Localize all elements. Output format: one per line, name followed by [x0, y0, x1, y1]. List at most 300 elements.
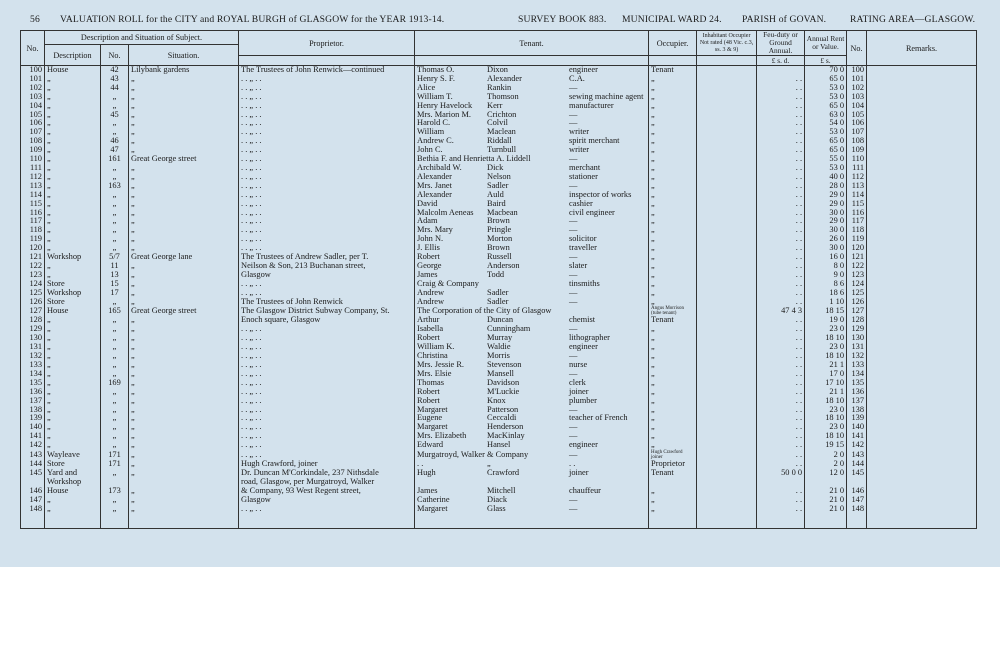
- row-inhabitant: [697, 316, 757, 325]
- tenant-forename: Margaret: [417, 404, 448, 414]
- row-occupier: „: [649, 75, 697, 84]
- row-situation: „: [129, 280, 239, 289]
- row-inhabitant: [697, 146, 757, 155]
- row-no2: 141: [847, 432, 867, 441]
- col-description: Description: [45, 45, 101, 66]
- tenant-occupation: joiner: [569, 386, 589, 396]
- tenant-forename: Henry Havelock: [417, 100, 473, 110]
- row-situation: „: [129, 289, 239, 298]
- row-situation: „: [129, 423, 239, 432]
- row-no2: 129: [847, 325, 867, 334]
- row-proprietor: The Trustees of John Renwick: [239, 298, 415, 307]
- row-description: „: [45, 235, 101, 244]
- row-feu: . .: [757, 280, 805, 289]
- row-no: 136: [21, 388, 45, 397]
- row-sub-no: „: [101, 102, 129, 111]
- row-tenant: [415, 289, 649, 298]
- row-proprietor: . . „ . .: [239, 280, 415, 289]
- row-sub-no: „: [101, 119, 129, 128]
- tenant-forename: Thomas O.: [417, 65, 455, 74]
- row-tenant: [415, 460, 649, 469]
- row-situation: „: [129, 414, 239, 423]
- row-feu: . .: [757, 388, 805, 397]
- row-no: 118: [21, 226, 45, 235]
- row-occupier: „: [649, 423, 697, 432]
- row-no2: 143: [847, 450, 867, 460]
- row-remarks: [867, 441, 977, 450]
- row-situation: „: [129, 298, 239, 307]
- tenant-surname: Baird: [487, 198, 506, 208]
- tenant-forename: Robert: [417, 386, 440, 396]
- row-remarks: [867, 289, 977, 298]
- row-situation: „: [129, 271, 239, 280]
- municipal-ward: MUNICIPAL WARD 24.: [622, 14, 722, 25]
- tenant-forename: Robert: [417, 252, 440, 262]
- row-proprietor: Glasgow: [239, 496, 415, 505]
- tenant-forename: Margaret: [417, 422, 448, 432]
- row-no2: 132: [847, 352, 867, 361]
- row-situation: „: [129, 182, 239, 191]
- row-feu: . .: [757, 128, 805, 137]
- tenant-surname: Crichton: [487, 109, 517, 119]
- tenant-occupation: —: [569, 252, 578, 262]
- row-sub-no: „: [101, 191, 129, 200]
- row-rent: 53 0: [805, 93, 847, 102]
- tenant-surname: Nelson: [487, 171, 511, 181]
- row-proprietor: . . „ . .: [239, 164, 415, 173]
- row-no2: 112: [847, 173, 867, 182]
- row-feu: . .: [757, 414, 805, 423]
- row-rent: 19 0: [805, 316, 847, 325]
- row-sub-no: 13: [101, 271, 129, 280]
- row-description: House: [45, 487, 101, 496]
- row-inhabitant: [697, 361, 757, 370]
- row-proprietor: . . „ . .: [239, 111, 415, 120]
- row-proprietor: . . „ . .: [239, 388, 415, 397]
- row-no2: 124: [847, 280, 867, 289]
- tenant-forename: William T.: [417, 91, 453, 101]
- row-feu: . .: [757, 235, 805, 244]
- row-feu: . .: [757, 253, 805, 262]
- row-sub-no: „: [101, 388, 129, 397]
- row-situation: „: [129, 226, 239, 235]
- row-occupier: „: [649, 298, 697, 307]
- tenant-surname: M'Luckie: [487, 386, 520, 396]
- row-description: „: [45, 200, 101, 209]
- col-inhabitant: Inhabitant Occupier Not rated (48 Vic. c.3, ss. 3 & 9): [697, 31, 757, 56]
- row-tenant: [415, 316, 649, 325]
- row-no2: 134: [847, 370, 867, 379]
- row-remarks: [867, 226, 977, 235]
- row-sub-no: „: [101, 298, 129, 307]
- tenant-forename: Malcolm Aeneas: [417, 207, 474, 217]
- row-occupier: „: [649, 102, 697, 111]
- row-rent: 17 10: [805, 379, 847, 388]
- row-remarks: [867, 496, 977, 505]
- row-inhabitant: [697, 478, 757, 487]
- row-occupier: „: [649, 289, 697, 298]
- tenant-surname: Mitchell: [487, 485, 516, 495]
- row-inhabitant: [697, 111, 757, 120]
- row-remarks: [867, 423, 977, 432]
- col-feu-units: £ s. d.: [757, 56, 805, 66]
- row-rent: 16 0: [805, 253, 847, 262]
- row-inhabitant: [697, 352, 757, 361]
- tenant-forename: Mrs. Jessie R.: [417, 360, 465, 369]
- row-no2: 120: [847, 244, 867, 253]
- row-sub-no: 17: [101, 289, 129, 298]
- row-description: „: [45, 84, 101, 93]
- row-remarks: [867, 66, 977, 75]
- row-occupier: „: [649, 325, 697, 334]
- tenant-forename: Bethia F. and Henrietta A. Liddell: [417, 154, 531, 164]
- row-sub-no: „: [101, 397, 129, 406]
- tenant-surname: Murray: [487, 333, 513, 343]
- row-situation: „: [129, 352, 239, 361]
- row-no: 138: [21, 406, 45, 415]
- row-sub-no: 173: [101, 487, 129, 496]
- row-no: 127: [21, 306, 45, 316]
- tenant-occupation: —: [569, 287, 578, 297]
- row-proprietor: . . „ . .: [239, 343, 415, 352]
- row-description: Store: [45, 460, 101, 469]
- row-tenant: [415, 478, 649, 487]
- row-feu: . .: [757, 217, 805, 226]
- row-sub-no: „: [101, 406, 129, 415]
- table-row: [21, 441, 977, 450]
- row-feu: . .: [757, 397, 805, 406]
- row-inhabitant: [697, 128, 757, 137]
- row-inhabitant: [697, 164, 757, 173]
- col-no: No.: [21, 31, 45, 66]
- row-occupier: Angus Morrison (tube tenant): [649, 306, 697, 316]
- row-situation: „: [129, 325, 239, 334]
- col-sub-no: No.: [101, 45, 129, 66]
- tenant-surname: Cunningham: [487, 324, 531, 334]
- tenant-occupation: teacher of French: [569, 413, 628, 423]
- tenant-occupation: solicitor: [569, 234, 597, 244]
- row-inhabitant: [697, 325, 757, 334]
- row-inhabitant: [697, 119, 757, 128]
- row-rent: 2 0: [805, 450, 847, 460]
- row-tenant: [415, 469, 649, 478]
- row-sub-no: „: [101, 217, 129, 226]
- row-proprietor: . . „ . .: [239, 84, 415, 93]
- row-no2: 131: [847, 343, 867, 352]
- row-sub-no: „: [101, 414, 129, 423]
- row-no2: 130: [847, 334, 867, 343]
- row-no2: 121: [847, 253, 867, 262]
- row-description: „: [45, 406, 101, 415]
- tenant-occupation: —: [569, 324, 578, 334]
- row-sub-no: „: [101, 173, 129, 182]
- tenant-surname: Maclean: [487, 127, 516, 137]
- row-feu: . .: [757, 343, 805, 352]
- tenant-forename: J. Ellis: [417, 243, 440, 253]
- row-no: 148: [21, 505, 45, 528]
- row-occupier: „: [649, 137, 697, 146]
- row-situation: „: [129, 397, 239, 406]
- tenant-surname: Diack: [487, 494, 508, 504]
- row-no2: 142: [847, 441, 867, 450]
- row-sub-no: „: [101, 505, 129, 528]
- row-inhabitant: [697, 209, 757, 218]
- tenant-surname: Sadler: [487, 287, 509, 297]
- row-no: 122: [21, 262, 45, 271]
- tenant-surname: Crawford: [487, 467, 520, 477]
- row-no2: 140: [847, 423, 867, 432]
- row-feu: . .: [757, 155, 805, 164]
- row-description: „: [45, 379, 101, 388]
- row-feu: . .: [757, 289, 805, 298]
- tenant-forename: Isabella: [417, 324, 444, 334]
- row-occupier: „: [649, 200, 697, 209]
- row-feu: . .: [757, 164, 805, 173]
- row-description: „: [45, 226, 101, 235]
- row-remarks: [867, 146, 977, 155]
- col-rent-units: £ s.: [805, 56, 847, 66]
- tenant-occupation: engineer: [569, 342, 598, 352]
- tenant-forename: Thomas: [417, 377, 445, 387]
- row-situation: „: [129, 209, 239, 218]
- roll-title: VALUATION ROLL for the CITY and ROYAL BURGH of GLASGOW for the YEAR 1913-14.: [60, 14, 445, 25]
- table-row: [21, 469, 977, 478]
- row-feu: . .: [757, 93, 805, 102]
- row-inhabitant: [697, 217, 757, 226]
- row-rent: 21 0: [805, 505, 847, 528]
- row-inhabitant: [697, 406, 757, 415]
- row-occupier: „: [649, 334, 697, 343]
- row-inhabitant: [697, 298, 757, 307]
- row-description: „: [45, 432, 101, 441]
- row-proprietor: . . „ . .: [239, 406, 415, 415]
- tenant-forename: Murgatroyd, Walker & Company: [417, 449, 529, 459]
- tenant-surname: Waldie: [487, 342, 511, 352]
- row-proprietor: The Trustees of Andrew Sadler, per T.: [239, 253, 415, 262]
- row-occupier: „: [649, 253, 697, 262]
- row-feu: . .: [757, 182, 805, 191]
- table-row: [21, 505, 977, 528]
- row-rent: 23 0: [805, 423, 847, 432]
- row-situation: „: [129, 406, 239, 415]
- row-rent: 65 0: [805, 137, 847, 146]
- row-inhabitant: [697, 432, 757, 441]
- row-description: „: [45, 146, 101, 155]
- row-sub-no: „: [101, 441, 129, 450]
- row-no: 135: [21, 379, 45, 388]
- row-sub-no: 165: [101, 306, 129, 316]
- row-no2: 105: [847, 111, 867, 120]
- row-no2: 111: [847, 164, 867, 173]
- row-sub-no: „: [101, 496, 129, 505]
- row-tenant: [415, 119, 649, 128]
- row-no2: 147: [847, 496, 867, 505]
- tenant-occupation: engineer: [569, 440, 598, 450]
- row-rent: 1 10: [805, 298, 847, 307]
- row-inhabitant: [697, 505, 757, 528]
- row-no: 117: [21, 217, 45, 226]
- row-no2: 123: [847, 271, 867, 280]
- row-inhabitant: [697, 226, 757, 235]
- row-tenant: [415, 496, 649, 505]
- row-description: „: [45, 262, 101, 271]
- tenant-forename: Alice: [417, 82, 436, 92]
- row-inhabitant: [697, 75, 757, 84]
- row-rent: 40 0: [805, 173, 847, 182]
- row-proprietor: . . „ . .: [239, 397, 415, 406]
- row-rent: 18 10: [805, 414, 847, 423]
- row-description: „: [45, 75, 101, 84]
- row-no2: 106: [847, 119, 867, 128]
- row-rent: 29 0: [805, 191, 847, 200]
- row-occupier: „: [649, 111, 697, 120]
- row-no: 132: [21, 352, 45, 361]
- row-occupier: „: [649, 262, 697, 271]
- row-no: 101: [21, 75, 45, 84]
- row-occupier: „: [649, 487, 697, 496]
- row-rent: 21 1: [805, 361, 847, 370]
- row-sub-no: „: [101, 226, 129, 235]
- row-rent: 17 0: [805, 370, 847, 379]
- tenant-forename: David: [417, 198, 438, 208]
- tenant-surname: Stevenson: [487, 360, 522, 369]
- row-feu: . .: [757, 352, 805, 361]
- tenant-occupation: —: [569, 216, 578, 226]
- row-no2: 144: [847, 460, 867, 469]
- row-no: 134: [21, 370, 45, 379]
- row-inhabitant: [697, 173, 757, 182]
- row-inhabitant: [697, 244, 757, 253]
- tenant-forename: Archibald W.: [417, 162, 462, 172]
- row-no2: 115: [847, 200, 867, 209]
- tenant-occupation: —: [569, 431, 578, 441]
- row-tenant: [415, 505, 649, 528]
- row-no: 129: [21, 325, 45, 334]
- row-rent: 29 0: [805, 200, 847, 209]
- row-inhabitant: [697, 235, 757, 244]
- row-remarks: [867, 432, 977, 441]
- row-remarks: [867, 182, 977, 191]
- tenant-forename: William: [417, 127, 445, 137]
- row-inhabitant: [697, 93, 757, 102]
- row-occupier: „: [649, 505, 697, 528]
- row-proprietor: . . „ . .: [239, 102, 415, 111]
- row-sub-no: 5/7: [101, 253, 129, 262]
- col-no2: No.: [847, 31, 867, 66]
- row-remarks: [867, 102, 977, 111]
- tenant-surname: Ceccaldi: [487, 413, 517, 423]
- row-remarks: [867, 361, 977, 370]
- row-situation: „: [129, 262, 239, 271]
- row-no: 142: [21, 441, 45, 450]
- row-proprietor: . . „ . .: [239, 244, 415, 253]
- row-proprietor: . . „ . .: [239, 414, 415, 423]
- row-description: „: [45, 423, 101, 432]
- tenant-forename: William K.: [417, 342, 455, 352]
- row-no: 141: [21, 432, 45, 441]
- row-remarks: [867, 137, 977, 146]
- tenant-surname: Thomson: [487, 91, 519, 101]
- tenant-forename: Craig & Company: [417, 278, 479, 288]
- row-remarks: [867, 505, 977, 528]
- row-no2: 136: [847, 388, 867, 397]
- row-sub-no: 161: [101, 155, 129, 164]
- row-rent: 65 0: [805, 102, 847, 111]
- col-remarks: Remarks.: [867, 31, 977, 66]
- page-number: 56: [30, 14, 40, 25]
- row-tenant: [415, 397, 649, 406]
- tenant-forename: John N.: [417, 234, 444, 244]
- row-inhabitant: [697, 306, 757, 316]
- row-sub-no: „: [101, 244, 129, 253]
- row-no2: 128: [847, 316, 867, 325]
- tenant-occupation: writer: [569, 145, 590, 155]
- row-tenant: [415, 262, 649, 271]
- row-feu: . .: [757, 173, 805, 182]
- row-proprietor: . . „ . .: [239, 75, 415, 84]
- row-no2: 122: [847, 262, 867, 271]
- tenant-occupation: stationer: [569, 171, 598, 181]
- row-no: 140: [21, 423, 45, 432]
- row-description: „: [45, 370, 101, 379]
- row-feu: . .: [757, 200, 805, 209]
- row-description: „: [45, 119, 101, 128]
- row-situation: „: [129, 137, 239, 146]
- row-sub-no: „: [101, 370, 129, 379]
- row-proprietor: . . „ . .: [239, 432, 415, 441]
- row-description: „: [45, 93, 101, 102]
- tenant-occupation: slater: [569, 260, 588, 270]
- row-sub-no: 11: [101, 262, 129, 271]
- row-remarks: [867, 84, 977, 93]
- row-remarks: [867, 111, 977, 120]
- row-proprietor: . . „ . .: [239, 235, 415, 244]
- row-rent: 9 0: [805, 271, 847, 280]
- row-proprietor: . . „ . .: [239, 505, 415, 528]
- row-rent: 12 0: [805, 469, 847, 478]
- tenant-occupation: —: [569, 109, 578, 119]
- row-proprietor: . . „ . .: [239, 289, 415, 298]
- row-feu: . .: [757, 316, 805, 325]
- row-no2: 133: [847, 361, 867, 370]
- row-no2: 102: [847, 84, 867, 93]
- row-rent: 18 10: [805, 334, 847, 343]
- row-no: 103: [21, 93, 45, 102]
- row-description: „: [45, 209, 101, 218]
- row-proprietor: . . „ . .: [239, 370, 415, 379]
- row-situation: „: [129, 84, 239, 93]
- row-proprietor: . . „ . .: [239, 119, 415, 128]
- tenant-forename: . .: [417, 459, 424, 469]
- row-situation: Great George street: [129, 306, 239, 316]
- tenant-occupation: chemist: [569, 315, 596, 325]
- row-feu: . .: [757, 226, 805, 235]
- row-description: „: [45, 414, 101, 423]
- row-sub-no: „: [101, 432, 129, 441]
- row-sub-no: „: [101, 164, 129, 173]
- tenant-occupation: —: [569, 503, 578, 513]
- row-rent: 23 0: [805, 406, 847, 415]
- row-no2: 135: [847, 379, 867, 388]
- row-inhabitant: [697, 334, 757, 343]
- tenant-occupation: . .: [569, 459, 576, 469]
- row-remarks: [867, 469, 977, 478]
- row-rent: 26 0: [805, 235, 847, 244]
- row-sub-no: „: [101, 469, 129, 478]
- row-proprietor: Enoch square, Glasgow: [239, 316, 415, 325]
- row-feu: 47 4 3: [757, 306, 805, 316]
- row-feu: . .: [757, 84, 805, 93]
